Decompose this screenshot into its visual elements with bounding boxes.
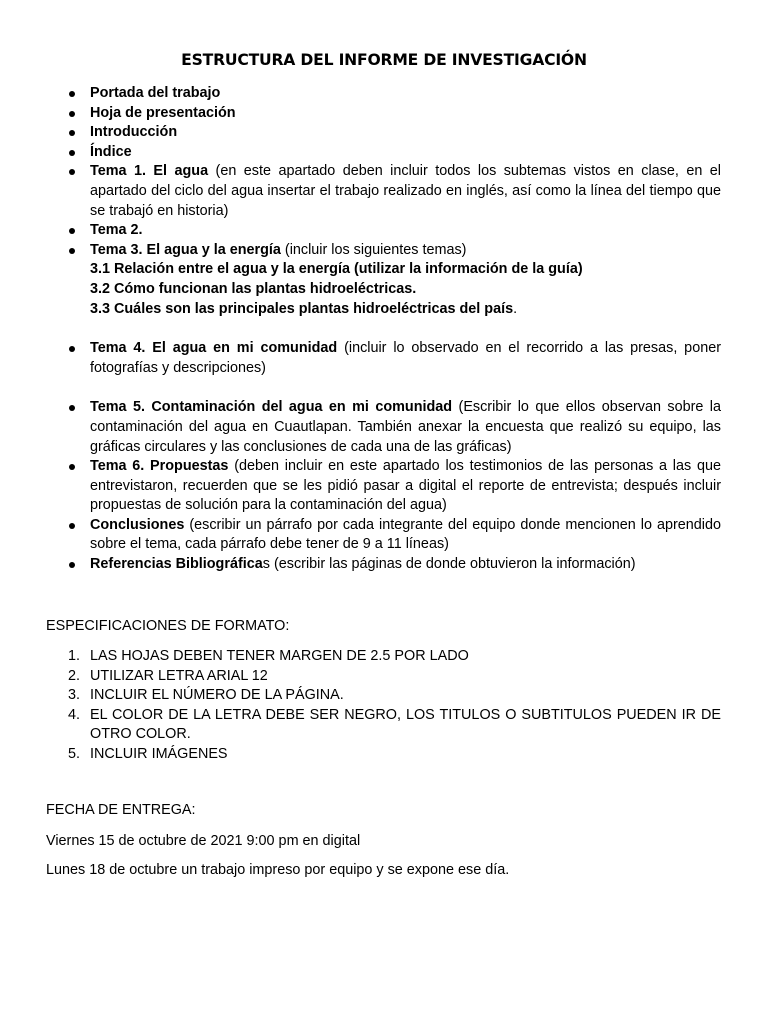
list-item bbox=[90, 84, 721, 104]
item-text: LAS HOJAS DEBEN TENER MARGEN DE 2.5 POR LADO bbox=[90, 648, 469, 664]
bullet-icon bbox=[69, 130, 75, 136]
list-item bbox=[90, 104, 721, 124]
document-title: ESTRUCTURA DEL INFORME DE INVESTIGACIÓN bbox=[181, 51, 587, 69]
item-heading: Tema 5. Contaminación del agua en mi comunidad bbox=[90, 399, 453, 416]
item-text: (en este apartado deben incluir todos los subtemas vistos en clase, en el apartado del ciclo del agua insertar el trabajo realizado en inglés, así como la línea del tiempo que se trabajó en historia) bbox=[90, 163, 721, 219]
subtopic: 3.3 Cuáles son las principales plantas hidroeléctricas del país bbox=[90, 300, 514, 317]
item-heading: Tema 1. El agua bbox=[90, 163, 209, 180]
list-item bbox=[90, 123, 721, 143]
list-item bbox=[68, 686, 721, 706]
bullet-icon bbox=[69, 111, 75, 117]
list-item bbox=[68, 667, 721, 687]
subtopic-tail: . bbox=[513, 300, 518, 317]
item-text: (incluir los siguientes temas) bbox=[280, 241, 467, 258]
list-item bbox=[90, 143, 721, 163]
item-number: 4. bbox=[68, 706, 81, 723]
item-text: (incluir lo observado en el recorrido a las presas, poner fotografías y descripciones) bbox=[90, 340, 721, 376]
item-text: (escribir un párrafo por cada integrante del equipo donde mencionen lo aprendido sobre el tema, cada párrafo debe tener de 9 a 11 líneas) bbox=[90, 516, 721, 553]
bullet-icon bbox=[69, 346, 75, 352]
item-number: 1. bbox=[68, 648, 81, 664]
list-item bbox=[68, 647, 721, 667]
item-number: 5. bbox=[68, 745, 81, 762]
bullet-icon bbox=[69, 91, 75, 97]
list-item bbox=[68, 745, 721, 765]
bullet-icon bbox=[69, 405, 75, 411]
item-heading: Referencias Bibliográfica bbox=[90, 556, 263, 573]
subtopic-line bbox=[90, 300, 721, 320]
list-item bbox=[90, 457, 721, 516]
bullet-icon bbox=[69, 523, 75, 529]
item-heading: Conclusiones bbox=[90, 516, 185, 533]
item-heading: Tema 6. Propuestas bbox=[90, 458, 229, 475]
item-heading: Tema 4. El agua en mi comunidad bbox=[90, 340, 338, 357]
due-date-printed: Lunes 18 de octubre un trabajo impreso por equipo y se expone ese día. bbox=[46, 862, 510, 878]
bullet-icon bbox=[69, 562, 75, 568]
bullet-icon bbox=[69, 169, 75, 175]
item-text: UTILIZAR LETRA ARIAL 12 bbox=[90, 667, 268, 684]
bullet-icon bbox=[69, 150, 75, 156]
item-text: EL COLOR DE LA LETRA DEBE SER NEGRO, LOS TITULOS O SUBTITULOS PUEDEN IR DE OTRO COLOR. bbox=[90, 706, 721, 743]
item-heading: Introducción bbox=[90, 124, 178, 141]
list-item bbox=[90, 241, 721, 319]
subtopic: 3.1 Relación entre el agua y la energía (utilizar la información de la guía) bbox=[90, 261, 583, 278]
list-item bbox=[90, 555, 721, 575]
format-specs-heading: ESPECIFICACIONES DE FORMATO: bbox=[46, 618, 290, 634]
list-item bbox=[90, 398, 721, 457]
item-number: 2. bbox=[68, 667, 81, 684]
due-date-digital: Viernes 15 de octubre de 2021 9:00 pm en digital bbox=[46, 833, 361, 849]
item-text: (Escribir lo que ellos observan sobre la contaminación del agua en Cuautlapan. También anexar la encuesta que realizó su equipo, las gráficas circulares y las conclusiones de cada una de las gráficas) bbox=[90, 399, 721, 455]
item-heading: Hoja de presentación bbox=[90, 104, 236, 121]
list-item bbox=[68, 706, 721, 745]
bullet-icon bbox=[69, 464, 75, 470]
list-item bbox=[90, 339, 721, 378]
due-date-heading: FECHA DE ENTREGA: bbox=[46, 802, 196, 818]
item-text: INCLUIR EL NÚMERO DE LA PÁGINA. bbox=[90, 687, 344, 704]
item-heading: Portada del trabajo bbox=[90, 85, 221, 101]
item-text: (deben incluir en este apartado los testimonios de las personas a las que entrevistaron, recuerden que se les pidió pasar a digital el reporte de entrevista; después incluir propuestas de solución para la contaminación del agua) bbox=[90, 458, 721, 514]
list-item bbox=[90, 516, 721, 555]
subtopic: 3.2 Cómo funcionan las plantas hidroeléctricas. bbox=[90, 280, 417, 297]
structure-list bbox=[0, 84, 768, 575]
format-specs-list bbox=[0, 647, 768, 765]
item-text: s (escribir las páginas de donde obtuvieron la información) bbox=[262, 556, 636, 573]
item-number: 3. bbox=[68, 687, 81, 704]
item-heading: Tema 2. bbox=[90, 222, 143, 239]
item-heading: Tema 3. El agua y la energía bbox=[90, 241, 281, 258]
bullet-icon bbox=[69, 248, 75, 254]
list-item bbox=[90, 162, 721, 221]
bullet-icon bbox=[69, 228, 75, 234]
item-text: INCLUIR IMÁGENES bbox=[90, 745, 228, 762]
item-heading: Índice bbox=[90, 143, 132, 160]
list-item bbox=[90, 221, 721, 241]
